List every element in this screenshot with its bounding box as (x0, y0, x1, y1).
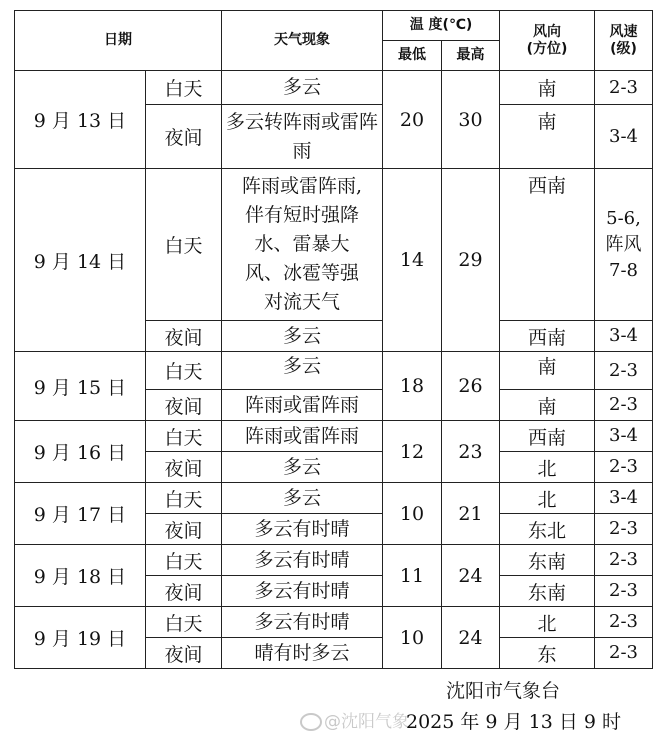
min-temp-cell: 10 (383, 607, 442, 669)
header-wind-direction (500, 11, 595, 71)
wind-direction-cell: 东南 (500, 576, 595, 607)
wind-direction-cell: 南 (500, 352, 595, 390)
weather-cell: 阵雨或雷阵雨 (222, 390, 383, 421)
wind-speed-cell: 2-3 (595, 514, 653, 545)
wind-speed-cell: 2-3 (595, 71, 653, 105)
wind-direction-cell: 东南 (500, 545, 595, 576)
header-wind-speed-unit: (级) (610, 40, 637, 57)
weather-cell: 阵雨或雷阵雨 (222, 421, 383, 452)
table-row (15, 169, 653, 321)
wind-speed-cell: 3-4 (595, 321, 653, 352)
period-cell: 夜间 (146, 638, 222, 669)
table-row (15, 352, 653, 390)
wind-speed-cell: 3-4 (595, 483, 653, 514)
wind-speed-cell: 2-3 (595, 390, 653, 421)
header-wind-direction-unit: (方位) (526, 40, 568, 57)
weibo-icon (300, 713, 322, 731)
date-cell: 9 月 16 日 (15, 421, 146, 483)
period-cell: 白天 (146, 421, 222, 452)
wind-direction-cell: 东 (500, 638, 595, 669)
max-temp-cell: 21 (442, 483, 500, 545)
min-temp-cell: 10 (383, 483, 442, 545)
wind-speed-cell: 3-4 (595, 105, 653, 169)
max-temp-cell: 24 (442, 545, 500, 607)
weather-cell: 多云有时晴 (222, 514, 383, 545)
weather-cell: 多云 (222, 483, 383, 514)
min-temp-cell: 12 (383, 421, 442, 483)
weather-cell: 多云有时晴 (222, 545, 383, 576)
wind-speed-cell: 2-3 (595, 576, 653, 607)
header-date: 日期 (15, 11, 222, 71)
weather-cell: 多云 (222, 452, 383, 483)
period-cell: 夜间 (146, 514, 222, 545)
table-row (15, 71, 653, 105)
date-cell: 9 月 15 日 (15, 352, 146, 421)
period-cell: 夜间 (146, 390, 222, 421)
table-row (15, 607, 653, 638)
watermark-text: @沈阳气象 (324, 712, 409, 732)
issuer: 沈阳市气象台 (446, 680, 561, 702)
max-temp-cell: 24 (442, 607, 500, 669)
min-temp-cell: 20 (383, 71, 442, 169)
max-temp-cell: 29 (442, 169, 500, 352)
wind-speed-cell: 2-3 (595, 452, 653, 483)
wind-direction-cell: 西南 (500, 321, 595, 352)
wind-direction-cell: 南 (500, 105, 595, 169)
header-temperature: 温 度(℃) (383, 11, 500, 41)
weather-cell: 多云转阵雨或雷阵雨 (222, 105, 383, 169)
wind-direction-cell: 东北 (500, 514, 595, 545)
wind-direction-cell: 北 (500, 483, 595, 514)
header-weather: 天气现象 (222, 11, 383, 71)
wind-speed-cell: 2-3 (595, 352, 653, 390)
wind-speed-cell: 2-3 (595, 638, 653, 669)
wind-speed-cell: 2-3 (595, 545, 653, 576)
wind-speed-cell: 2-3 (595, 607, 653, 638)
table-row (15, 545, 653, 576)
min-temp-cell: 11 (383, 545, 442, 607)
issued-time: 2025 年 9 月 13 日 9 时 (406, 711, 621, 733)
header-min-temp: 最低 (383, 41, 442, 71)
date-cell: 9 月 18 日 (15, 545, 146, 607)
period-cell: 白天 (146, 71, 222, 105)
weather-cell: 多云 (222, 71, 383, 105)
watermark (300, 707, 409, 732)
header-wind-speed-label: 风速 (609, 23, 638, 40)
period-cell: 白天 (146, 352, 222, 390)
period-cell: 白天 (146, 169, 222, 321)
max-temp-cell: 23 (442, 421, 500, 483)
table-row (15, 483, 653, 514)
period-cell: 白天 (146, 607, 222, 638)
date-cell: 9 月 19 日 (15, 607, 146, 669)
wind-direction-cell: 南 (500, 390, 595, 421)
weather-cell: 多云 (222, 352, 383, 390)
wind-direction-cell: 北 (500, 607, 595, 638)
date-cell: 9 月 14 日 (15, 169, 146, 352)
period-cell: 夜间 (146, 576, 222, 607)
weather-cell: 阵雨或雷阵雨,伴有短时强降水、雷暴大风、冰雹等强对流天气 (222, 169, 383, 321)
period-cell: 夜间 (146, 452, 222, 483)
header-wind-speed (595, 11, 653, 71)
period-cell: 白天 (146, 483, 222, 514)
weather-cell: 多云有时晴 (222, 607, 383, 638)
wind-speed-cell: 5-6,阵风7-8 (595, 169, 653, 321)
table-row (15, 421, 653, 452)
header-max-temp: 最高 (442, 41, 500, 71)
date-cell: 9 月 13 日 (15, 71, 146, 169)
date-cell: 9 月 17 日 (15, 483, 146, 545)
wind-speed-cell: 3-4 (595, 421, 653, 452)
wind-direction-cell: 北 (500, 452, 595, 483)
wind-direction-cell: 西南 (500, 169, 595, 321)
period-cell: 白天 (146, 545, 222, 576)
max-temp-cell: 30 (442, 71, 500, 169)
min-temp-cell: 14 (383, 169, 442, 352)
wind-direction-cell: 南 (500, 71, 595, 105)
max-temp-cell: 26 (442, 352, 500, 421)
period-cell: 夜间 (146, 105, 222, 169)
wind-direction-cell: 西南 (500, 421, 595, 452)
weather-cell: 多云有时晴 (222, 576, 383, 607)
weather-cell: 晴有时多云 (222, 638, 383, 669)
weather-cell: 多云 (222, 321, 383, 352)
header-wind-direction-label: 风向 (533, 23, 561, 40)
period-cell: 夜间 (146, 321, 222, 352)
forecast-table (14, 10, 653, 669)
min-temp-cell: 18 (383, 352, 442, 421)
